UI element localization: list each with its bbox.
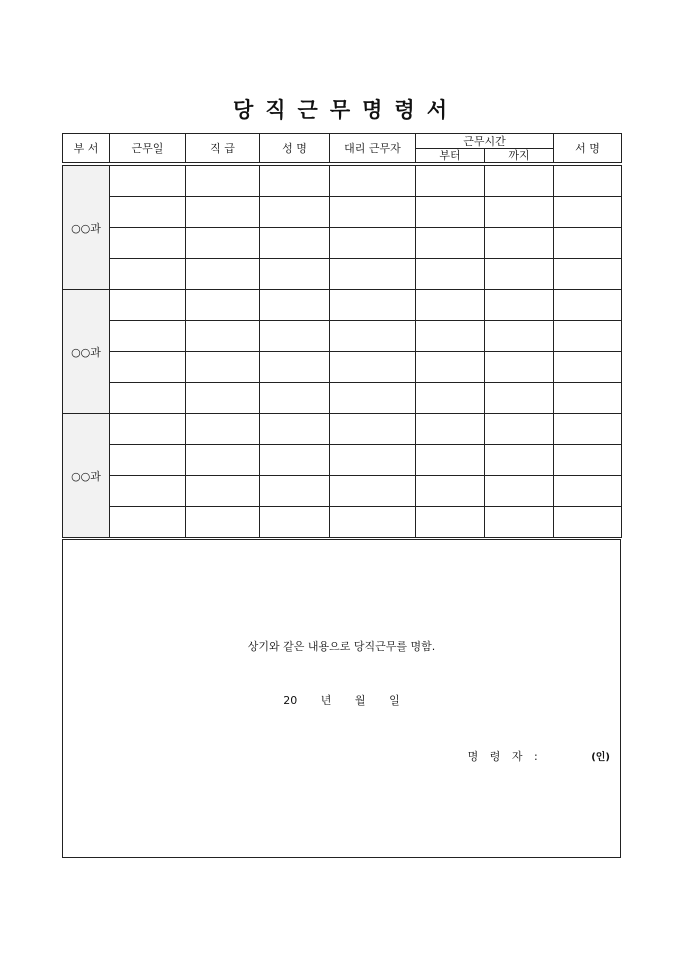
document-title: 당직근무명령서 xyxy=(232,98,459,122)
rank-cell[interactable] xyxy=(186,321,260,352)
date-cell[interactable] xyxy=(110,321,186,352)
from-cell[interactable] xyxy=(416,197,485,228)
from-cell[interactable] xyxy=(416,259,485,290)
date-cell[interactable] xyxy=(110,290,186,321)
date-cell[interactable] xyxy=(110,476,186,507)
commander-signature xyxy=(468,748,610,764)
substitute-cell[interactable] xyxy=(330,445,416,476)
to-cell[interactable] xyxy=(485,507,554,538)
to-cell[interactable] xyxy=(485,228,554,259)
table-row xyxy=(63,197,622,228)
seal-mark: (인) xyxy=(591,752,610,763)
from-cell[interactable] xyxy=(416,166,485,197)
table-row xyxy=(63,507,622,538)
commander-label: 명 령 자 : xyxy=(467,750,542,763)
rank-cell[interactable] xyxy=(186,228,260,259)
table-row xyxy=(63,290,622,321)
sign-cell[interactable] xyxy=(554,290,622,321)
header-dept: 부 서 xyxy=(63,134,110,163)
substitute-cell[interactable] xyxy=(330,259,416,290)
to-cell[interactable] xyxy=(485,290,554,321)
name-cell[interactable] xyxy=(260,228,330,259)
date-cell[interactable] xyxy=(110,166,186,197)
table-row xyxy=(63,321,622,352)
rank-cell[interactable] xyxy=(186,259,260,290)
substitute-cell[interactable] xyxy=(330,414,416,445)
header-rank: 직 급 xyxy=(186,134,260,163)
rank-cell[interactable] xyxy=(186,476,260,507)
to-cell[interactable] xyxy=(485,476,554,507)
sign-cell[interactable] xyxy=(554,383,622,414)
name-cell[interactable] xyxy=(260,197,330,228)
header-from: 부터 xyxy=(416,149,485,163)
to-cell[interactable] xyxy=(485,383,554,414)
table-row xyxy=(63,228,622,259)
name-cell[interactable] xyxy=(260,476,330,507)
substitute-cell[interactable] xyxy=(330,507,416,538)
name-cell[interactable] xyxy=(260,383,330,414)
to-cell[interactable] xyxy=(485,166,554,197)
year-prefix: 20 xyxy=(283,694,298,707)
from-cell[interactable] xyxy=(416,383,485,414)
substitute-cell[interactable] xyxy=(330,476,416,507)
name-cell[interactable] xyxy=(260,352,330,383)
substitute-cell[interactable] xyxy=(330,321,416,352)
header-substitute: 대리 근무자 xyxy=(330,134,416,163)
from-cell[interactable] xyxy=(416,290,485,321)
header-sign: 서 명 xyxy=(554,134,622,163)
table-row xyxy=(63,259,622,290)
date-cell[interactable] xyxy=(110,228,186,259)
day-label: 일 xyxy=(389,694,400,707)
sign-cell[interactable] xyxy=(554,228,622,259)
order-date xyxy=(63,692,620,708)
sign-cell[interactable] xyxy=(554,476,622,507)
name-cell[interactable] xyxy=(260,321,330,352)
rank-cell[interactable] xyxy=(186,507,260,538)
from-cell[interactable] xyxy=(416,228,485,259)
name-cell[interactable] xyxy=(260,259,330,290)
rank-cell[interactable] xyxy=(186,290,260,321)
sign-cell[interactable] xyxy=(554,321,622,352)
table-row xyxy=(63,166,622,197)
from-cell[interactable] xyxy=(416,476,485,507)
date-cell[interactable] xyxy=(110,507,186,538)
sign-cell[interactable] xyxy=(554,166,622,197)
table-row xyxy=(63,352,622,383)
header-hours: 근무시간 xyxy=(416,134,554,149)
rank-cell[interactable] xyxy=(186,166,260,197)
rank-cell[interactable] xyxy=(186,414,260,445)
sign-cell[interactable] xyxy=(554,507,622,538)
rank-cell[interactable] xyxy=(186,352,260,383)
date-cell[interactable] xyxy=(110,352,186,383)
substitute-cell[interactable] xyxy=(330,228,416,259)
sign-cell[interactable] xyxy=(554,414,622,445)
from-cell[interactable] xyxy=(416,445,485,476)
date-cell[interactable] xyxy=(110,414,186,445)
to-cell[interactable] xyxy=(485,259,554,290)
sign-cell[interactable] xyxy=(554,445,622,476)
table-row xyxy=(63,383,622,414)
date-cell[interactable] xyxy=(110,383,186,414)
dept-cell: ○○과 xyxy=(63,414,110,538)
from-cell[interactable] xyxy=(416,414,485,445)
sign-cell[interactable] xyxy=(554,197,622,228)
name-cell[interactable] xyxy=(260,507,330,538)
name-cell[interactable] xyxy=(260,414,330,445)
substitute-cell[interactable] xyxy=(330,352,416,383)
date-cell[interactable] xyxy=(110,445,186,476)
month-label: 월 xyxy=(354,694,366,707)
to-cell[interactable] xyxy=(485,321,554,352)
to-cell[interactable] xyxy=(485,352,554,383)
from-cell[interactable] xyxy=(416,321,485,352)
substitute-cell[interactable] xyxy=(330,166,416,197)
year-label: 년 xyxy=(320,694,332,707)
to-cell[interactable] xyxy=(485,414,554,445)
dept-cell: ○○과 xyxy=(63,166,110,290)
substitute-cell[interactable] xyxy=(330,383,416,414)
from-cell[interactable] xyxy=(416,507,485,538)
sign-cell[interactable] xyxy=(554,259,622,290)
name-cell[interactable] xyxy=(260,166,330,197)
sign-cell[interactable] xyxy=(554,352,622,383)
rank-cell[interactable] xyxy=(186,197,260,228)
from-cell[interactable] xyxy=(416,352,485,383)
table-row xyxy=(63,476,622,507)
substitute-cell[interactable] xyxy=(330,290,416,321)
to-cell[interactable] xyxy=(485,197,554,228)
name-cell[interactable] xyxy=(260,290,330,321)
name-cell[interactable] xyxy=(260,445,330,476)
date-cell[interactable] xyxy=(110,197,186,228)
to-cell[interactable] xyxy=(485,445,554,476)
order-footer xyxy=(62,539,621,858)
header-date: 근무일 xyxy=(110,134,186,163)
dept-cell: ○○과 xyxy=(63,290,110,414)
substitute-cell[interactable] xyxy=(330,197,416,228)
date-cell[interactable] xyxy=(110,259,186,290)
duty-table xyxy=(62,133,622,538)
table-row xyxy=(63,445,622,476)
header-name: 성 명 xyxy=(260,134,330,163)
table-row xyxy=(63,414,622,445)
order-statement: 상기와 같은 내용으로 당직근무를 명함. xyxy=(247,640,436,653)
rank-cell[interactable] xyxy=(186,383,260,414)
rank-cell[interactable] xyxy=(186,445,260,476)
header-to: 까지 xyxy=(485,149,554,163)
